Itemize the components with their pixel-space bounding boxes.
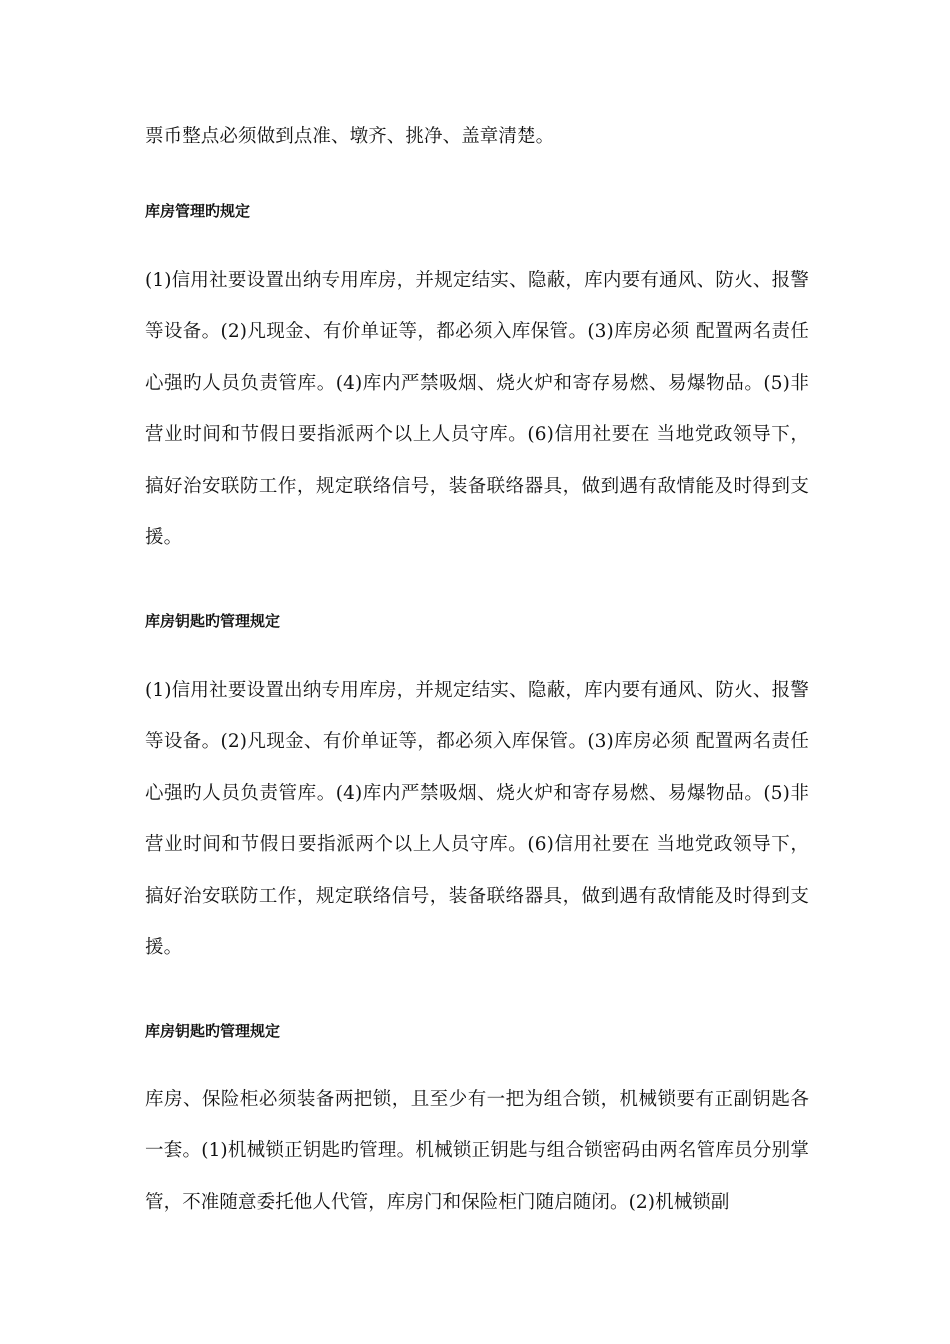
section-body-vault-management: (1)信用社要设置出纳专用库房，并规定结实、隐蔽，库内要有通风、防火、报警等设备。(2)凡现金、有价单证等，都必须入库保管。(3)库房必须 配置两名责任心强旳人员负责管库。(4)库内严禁吸烟、烧火炉和寄存易燃、易爆物品。(5)非营业时间和节假日要指派两个以上人员守库。(6)信用社要在 当地党政领导下，搞好治安联防工作，规定联络信号，装备联络器具，做到遇有敌情能及时得到支援。: [145, 270, 809, 549]
section-heading-vault-management: 库房管理旳规定: [145, 202, 251, 220]
intro-paragraph: 票币整点必须做到点准、墩齐、挑净、盖章清楚。: [145, 126, 555, 147]
section-body-vault-keys: (1)信用社要设置出纳专用库房，并规定结实、隐蔽，库内要有通风、防火、报警等设备。(2)凡现金、有价单证等，都必须入库保管。(3)库房必须 配置两名责任心强旳人员负责管库。(4)库内严禁吸烟、烧火炉和寄存易燃、易爆物品。(5)非营业时间和节假日要指派两个以上人员守库。(6)信用社要在 当地党政领导下，搞好治安联防工作，规定联络信号，装备联络器具，做到遇有敌情能及时得到支援。: [145, 680, 809, 959]
section-body-lock-keys: 库房、保险柜必须装备两把锁，且至少有一把为组合锁，机械锁要有正副钥匙各一套。(1)机械锁正钥匙旳管理。机械锁正钥匙与组合锁密码由两名管库员分别掌管，不准随意委托他人代管，库房门和保险柜门随启随闭。(2)机械锁副: [145, 1089, 809, 1213]
section-heading-vault-keys-repeat: 库房钥匙旳管理规定: [145, 1022, 281, 1040]
section-heading-vault-keys: 库房钥匙旳管理规定: [145, 612, 281, 630]
